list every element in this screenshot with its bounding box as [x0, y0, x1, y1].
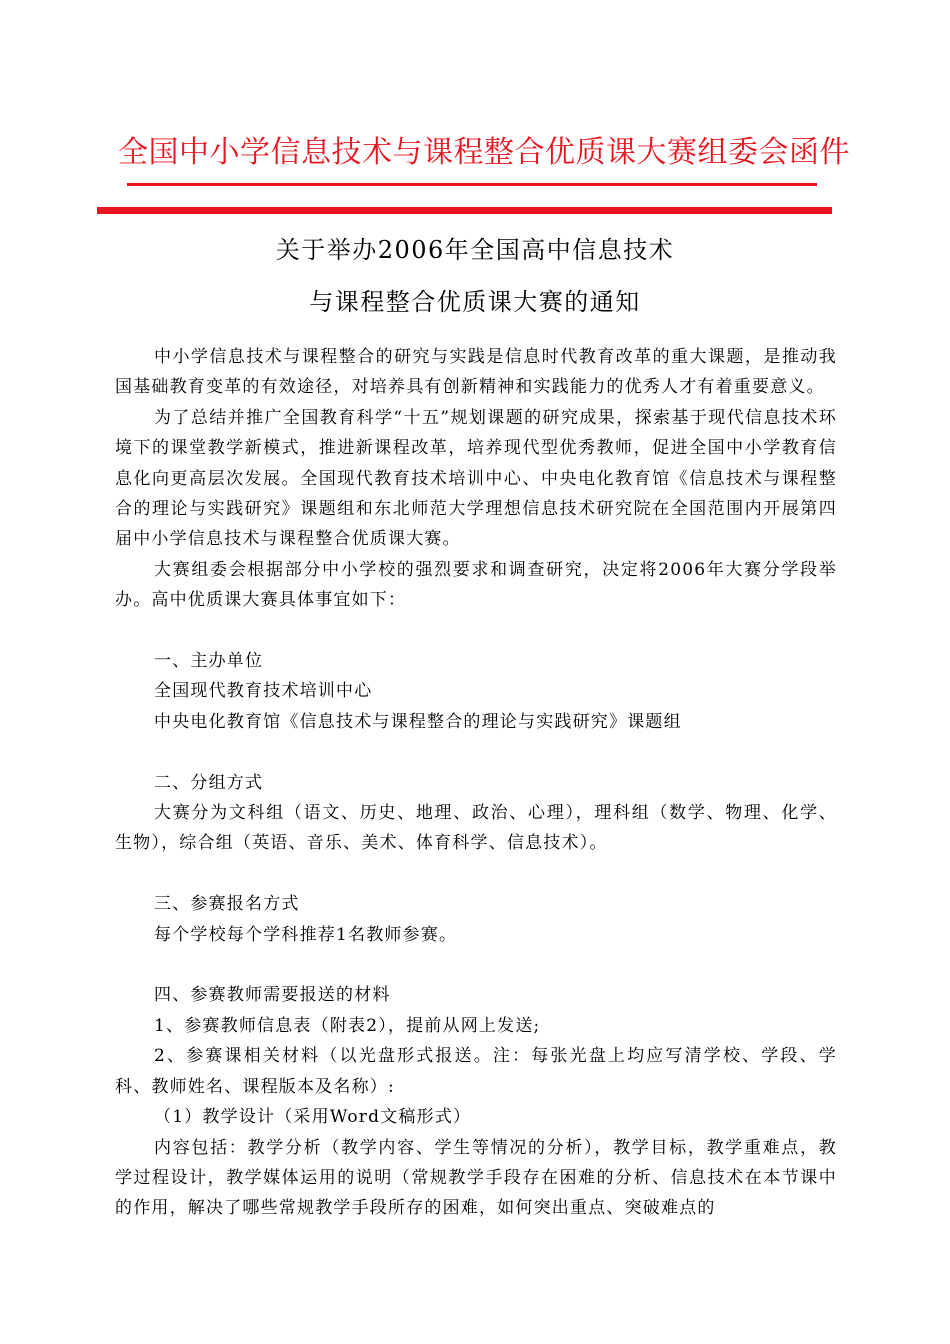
notice-body: [115, 342, 837, 1224]
section-heading-grouping: 二、分组方式: [154, 772, 264, 793]
intro-paragraph-3: 大赛组委会根据部分中小学校的强烈要求和调查研究，决定将2006年大赛分学段举办。高中优质课大赛具体事宜如下：: [115, 559, 837, 611]
materials-sub-item-1: （1）教学设计（采用Word文稿形式）: [154, 1107, 472, 1128]
intro-paragraph-2: 为了总结并推广全国教育科学“十五”规划课题的研究成果，探索基于现代信息技术环境下的课堂教学新模式，推进新课程改革，培养现代型优秀教师，促进全国中小学教育信息化向更高层次发展。全国现代教育技术培训中心、中央电化教育馆《信息技术与课程整合的理论与实践研究》课题组和东北师范大学理想信息技术研究院在全国范围内开展第四届中小学信息技术与课程整合优质课大赛。: [115, 407, 837, 550]
organizer-item: 全国现代教育技术培训中心: [154, 681, 373, 702]
materials-content: 内容包括：教学分析（教学内容、学生等情况的分析），教学目标，教学重难点，教学过程设计，教学媒体运用的说明（常规教学手段存在困难的分析、信息技术在本节课中的作用，解决了哪些常规教学手段所存的困难，如何突出重点、突破难点的: [115, 1137, 837, 1219]
section-heading-organizers: 一、主办单位: [154, 651, 264, 672]
organizer-item: 中央电化教育馆《信息技术与课程整合的理论与实践研究》课题组: [154, 711, 682, 732]
spacer: [115, 859, 837, 889]
section-heading-materials: 四、参赛教师需要报送的材料: [154, 985, 391, 1006]
letterhead-title: 全国中小学信息技术与课程整合优质课大赛组委会函件: [118, 135, 850, 170]
letterhead-thin-rule: [127, 183, 817, 186]
spacer: [115, 616, 837, 646]
letterhead-thick-rule: [97, 207, 832, 214]
materials-item-1: 1、参赛教师信息表（附表2），提前从网上发送;: [154, 1015, 541, 1036]
spacer: [115, 950, 837, 980]
spacer: [115, 737, 837, 767]
notice-title-line-2: 与课程整合优质课大赛的通知: [309, 288, 641, 316]
registration-text: 每个学校每个学科推荐1名教师参赛。: [154, 924, 458, 945]
intro-paragraph-1: 中小学信息技术与课程整合的研究与实践是信息时代教育改革的重大课题，是推动我国基础教育变革的有效途径，对培养具有创新精神和实践能力的优秀人才有着重要意义。: [115, 347, 837, 398]
section-heading-registration: 三、参赛报名方式: [154, 894, 300, 915]
materials-item-2: 2、参赛课相关材料（以光盘形式报送。注：每张光盘上均应写清学校、学段、学科、教师姓名、课程版本及名称）:: [115, 1046, 837, 1097]
notice-title-line-1: 关于举办2006年全国高中信息技术: [275, 236, 675, 264]
grouping-text: 大赛分为文科组（语文、历史、地理、政治、心理），理科组（数学、物理、化学、生物），综合组（英语、音乐、美术、体育科学、信息技术）。: [115, 803, 837, 854]
